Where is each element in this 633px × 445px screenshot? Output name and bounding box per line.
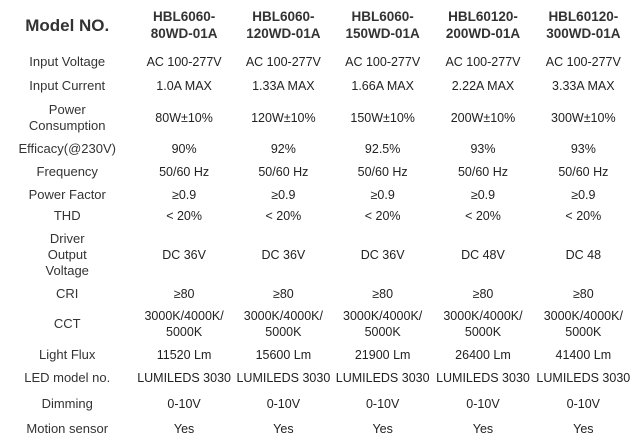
spec-value: 50/60 Hz xyxy=(258,165,309,179)
header-row xyxy=(0,0,633,50)
spec-value: AC 100-277V xyxy=(245,55,321,69)
spec-value: 5000K xyxy=(166,325,203,339)
spec-value: LUMILEDS 3030 xyxy=(236,371,331,385)
spec-row xyxy=(0,98,633,138)
spec-cell xyxy=(333,304,432,344)
spec-value: 92.5% xyxy=(364,142,401,156)
row-label-line: THD xyxy=(53,208,81,223)
spec-cell xyxy=(134,74,233,98)
spec-value: 50/60 Hz xyxy=(159,165,210,179)
spec-value: ≥80 xyxy=(272,286,294,301)
spec-cell xyxy=(432,138,533,160)
row-label-line: Motion sensor xyxy=(26,421,109,436)
spec-cell xyxy=(234,205,333,227)
spec-cell xyxy=(333,184,432,205)
spec-value: Yes xyxy=(372,422,393,436)
spec-cell xyxy=(432,304,533,344)
spec-cell xyxy=(333,344,432,366)
spec-cell xyxy=(534,366,633,390)
spec-cell xyxy=(234,366,333,390)
spec-value: ≥80 xyxy=(173,286,195,301)
spec-value: 2.22A MAX xyxy=(451,79,515,93)
spec-cell xyxy=(432,417,533,441)
spec-cell xyxy=(134,304,233,344)
model-name-line2: 200WD-01A xyxy=(445,26,521,41)
spec-cell xyxy=(234,98,333,138)
spec-value: DC 36V xyxy=(162,248,206,262)
spec-value: 11520 Lm xyxy=(156,348,212,362)
spec-value: Yes xyxy=(273,422,294,436)
spec-cell xyxy=(134,138,233,160)
spec-value: ≥80 xyxy=(472,286,494,301)
spec-row xyxy=(0,160,633,184)
spec-value: ≥80 xyxy=(572,286,594,301)
row-label-line: Power xyxy=(48,102,86,117)
spec-cell xyxy=(134,227,233,283)
spec-cell xyxy=(534,344,633,366)
row-label xyxy=(0,98,134,138)
spec-cell xyxy=(134,283,233,304)
row-label xyxy=(0,205,134,227)
model-name-line2: 300WD-01A xyxy=(546,26,621,41)
spec-cell xyxy=(333,138,432,160)
spec-value: 93% xyxy=(570,142,596,156)
spec-row xyxy=(0,184,633,205)
row-label xyxy=(0,366,134,390)
row-label-line: LED model no. xyxy=(24,370,111,385)
spec-cell xyxy=(134,205,233,227)
spec-cell xyxy=(534,304,633,344)
spec-value: ≥0.9 xyxy=(470,187,496,202)
row-label xyxy=(0,283,134,304)
spec-value: 5000K xyxy=(265,325,302,339)
row-label xyxy=(0,138,134,160)
row-label xyxy=(0,184,134,205)
spec-value: 3000K/4000K/ xyxy=(443,309,523,323)
spec-cell xyxy=(134,344,233,366)
spec-value: AC 100-277V xyxy=(146,55,222,69)
spec-cell xyxy=(234,344,333,366)
spec-value: < 20% xyxy=(166,209,202,223)
spec-row xyxy=(0,390,633,417)
spec-cell xyxy=(333,227,432,283)
row-label-line: Power Factor xyxy=(28,186,106,202)
spec-cell xyxy=(432,283,533,304)
spec-value: AC 100-277V xyxy=(445,55,521,69)
spec-value: 5000K xyxy=(364,325,401,339)
model-heading xyxy=(134,0,233,50)
spec-cell xyxy=(432,205,533,227)
model-name-line1: HBL6060- xyxy=(152,9,216,24)
model-heading xyxy=(234,0,333,50)
spec-value: DC 48 xyxy=(565,248,602,262)
spec-value: < 20% xyxy=(364,209,401,223)
spec-value: ≥0.9 xyxy=(370,187,395,202)
spec-value: 1.0A MAX xyxy=(156,79,212,93)
model-heading xyxy=(432,0,533,50)
spec-cell xyxy=(134,160,233,184)
spec-value: 50/60 Hz xyxy=(457,165,508,179)
spec-cell xyxy=(333,417,432,441)
spec-row xyxy=(0,205,633,227)
row-label-line: Dimming xyxy=(41,395,93,411)
spec-value: 5000K xyxy=(565,325,602,339)
row-label xyxy=(0,160,134,184)
spec-value: 3000K/4000K/ xyxy=(343,309,423,323)
spec-value: < 20% xyxy=(465,209,501,223)
model-heading xyxy=(333,0,432,50)
row-label-line: Input Voltage xyxy=(29,54,106,69)
spec-value: 3000K/4000K/ xyxy=(543,309,623,323)
spec-value: 200W±10% xyxy=(450,111,516,125)
spec-row xyxy=(0,344,633,366)
spec-cell xyxy=(134,184,233,205)
spec-cell xyxy=(534,205,633,227)
row-label xyxy=(0,227,134,283)
row-label xyxy=(0,50,134,74)
spec-cell xyxy=(333,283,432,304)
spec-value: 0-10V xyxy=(566,396,600,411)
spec-value: 50/60 Hz xyxy=(558,165,609,179)
spec-value: 1.66A MAX xyxy=(351,79,414,93)
row-label xyxy=(0,344,134,366)
spec-value: Yes xyxy=(573,422,594,436)
spec-cell xyxy=(234,227,333,283)
spec-cell xyxy=(134,366,233,390)
model-name-line1: HBL60120- xyxy=(448,9,518,24)
spec-value: 0-10V xyxy=(365,396,400,411)
model-no-heading: Model NO. xyxy=(25,15,110,35)
spec-cell xyxy=(432,160,533,184)
spec-cell xyxy=(534,160,633,184)
model-name-line2: 120WD-01A xyxy=(246,26,321,41)
spec-row xyxy=(0,50,633,74)
spec-value: Yes xyxy=(472,422,494,436)
spec-row xyxy=(0,138,633,160)
spec-cell xyxy=(134,390,233,417)
spec-cell xyxy=(234,304,333,344)
row-label-line: Light Flux xyxy=(39,347,96,362)
spec-cell xyxy=(432,98,533,138)
spec-cell xyxy=(134,417,233,441)
spec-cell xyxy=(234,138,333,160)
spec-value: DC 36V xyxy=(360,248,405,262)
spec-cell xyxy=(534,50,633,74)
spec-cell xyxy=(234,390,333,417)
spec-cell xyxy=(234,74,333,98)
row-label-line: Frequency xyxy=(36,164,98,179)
spec-cell xyxy=(534,283,633,304)
spec-cell xyxy=(134,50,233,74)
spec-cell xyxy=(432,184,533,205)
spec-cell xyxy=(333,366,432,390)
spec-value: Yes xyxy=(173,422,195,436)
spec-cell xyxy=(534,138,633,160)
spec-value: ≥80 xyxy=(372,286,394,301)
model-name-line2: 80WD-01A xyxy=(150,26,218,41)
spec-value: 3.33A MAX xyxy=(552,79,615,93)
spec-cell xyxy=(534,184,633,205)
spec-cell xyxy=(432,390,533,417)
spec-cell xyxy=(432,227,533,283)
spec-value: LUMILEDS 3030 xyxy=(536,371,631,385)
spec-cell xyxy=(333,160,432,184)
spec-row xyxy=(0,227,633,283)
spec-value: < 20% xyxy=(565,209,602,223)
spec-value: 0-10V xyxy=(466,396,500,411)
spec-cell xyxy=(534,98,633,138)
spec-value: < 20% xyxy=(265,209,302,223)
model-name-line1: HBL60120- xyxy=(548,9,619,24)
spec-value: ≥0.9 xyxy=(271,187,296,202)
spec-value: 0-10V xyxy=(167,396,201,411)
model-heading xyxy=(534,0,633,50)
spec-row xyxy=(0,366,633,390)
spec-cell xyxy=(534,74,633,98)
spec-cell xyxy=(432,50,533,74)
spec-value: AC 100-277V xyxy=(345,55,421,69)
spec-value: DC 48V xyxy=(461,248,505,262)
spec-value: 90% xyxy=(171,142,197,156)
model-name-line1: HBL6060- xyxy=(252,9,315,24)
spec-cell xyxy=(234,184,333,205)
spec-value: 120W±10% xyxy=(251,111,316,125)
spec-value: DC 36V xyxy=(261,248,306,262)
spec-value: 5000K xyxy=(464,325,502,339)
row-label-line: CRI xyxy=(56,285,79,301)
spec-value: 41400 Lm xyxy=(555,348,612,362)
spec-cell xyxy=(432,74,533,98)
spec-row xyxy=(0,417,633,441)
row-label xyxy=(0,74,134,98)
row-label-line: Output xyxy=(47,247,87,262)
spec-value: LUMILEDS 3030 xyxy=(137,371,231,385)
spec-row xyxy=(0,74,633,98)
spec-cell xyxy=(333,205,432,227)
row-label-line: Driver xyxy=(49,231,85,246)
spec-value: LUMILEDS 3030 xyxy=(335,371,430,385)
spec-cell xyxy=(432,344,533,366)
row-label xyxy=(0,304,134,344)
row-label-line: Voltage xyxy=(45,263,89,278)
spec-value: 3000K/4000K/ xyxy=(243,309,323,323)
spec-cell xyxy=(432,366,533,390)
row-label-line: Input Current xyxy=(29,78,106,93)
spec-value: 80W±10% xyxy=(155,111,213,125)
spec-value: 15600 Lm xyxy=(255,348,312,362)
model-name-line1: HBL6060- xyxy=(351,9,414,24)
row-label xyxy=(0,390,134,417)
spec-value: ≥0.9 xyxy=(171,187,197,202)
spec-cell xyxy=(534,417,633,441)
spec-value: 50/60 Hz xyxy=(357,165,408,179)
spec-cell xyxy=(134,98,233,138)
spec-body xyxy=(0,50,633,441)
spec-cell xyxy=(534,390,633,417)
spec-value: 21900 Lm xyxy=(354,348,411,362)
model-name-line2: 150WD-01A xyxy=(345,26,420,41)
row-label xyxy=(0,417,134,441)
spec-value: 150W±10% xyxy=(350,111,415,125)
row-label-line: Efficacy(@230V) xyxy=(18,141,116,156)
spec-value: 0-10V xyxy=(266,396,301,411)
spec-cell xyxy=(234,283,333,304)
spec-cell xyxy=(333,74,432,98)
spec-value: 92% xyxy=(270,142,296,156)
spec-value: 93% xyxy=(470,142,496,156)
spec-row xyxy=(0,304,633,344)
row-label-line: CCT xyxy=(53,316,81,331)
spec-cell xyxy=(333,98,432,138)
spec-value: 3000K/4000K/ xyxy=(144,309,224,323)
spec-value: AC 100-277V xyxy=(545,55,621,69)
spec-value: 300W±10% xyxy=(551,111,616,125)
row-label-line: Consumption xyxy=(28,118,106,133)
spec-value: ≥0.9 xyxy=(571,187,596,202)
spec-cell xyxy=(333,50,432,74)
spec-cell xyxy=(333,390,432,417)
spec-cell xyxy=(234,50,333,74)
spec-value: 1.33A MAX xyxy=(252,79,315,93)
spec-row xyxy=(0,283,633,304)
spec-value: LUMILEDS 3030 xyxy=(436,371,530,385)
spec-cell xyxy=(234,160,333,184)
spec-value: 26400 Lm xyxy=(455,348,511,362)
spec-cell xyxy=(234,417,333,441)
spec-cell xyxy=(534,227,633,283)
